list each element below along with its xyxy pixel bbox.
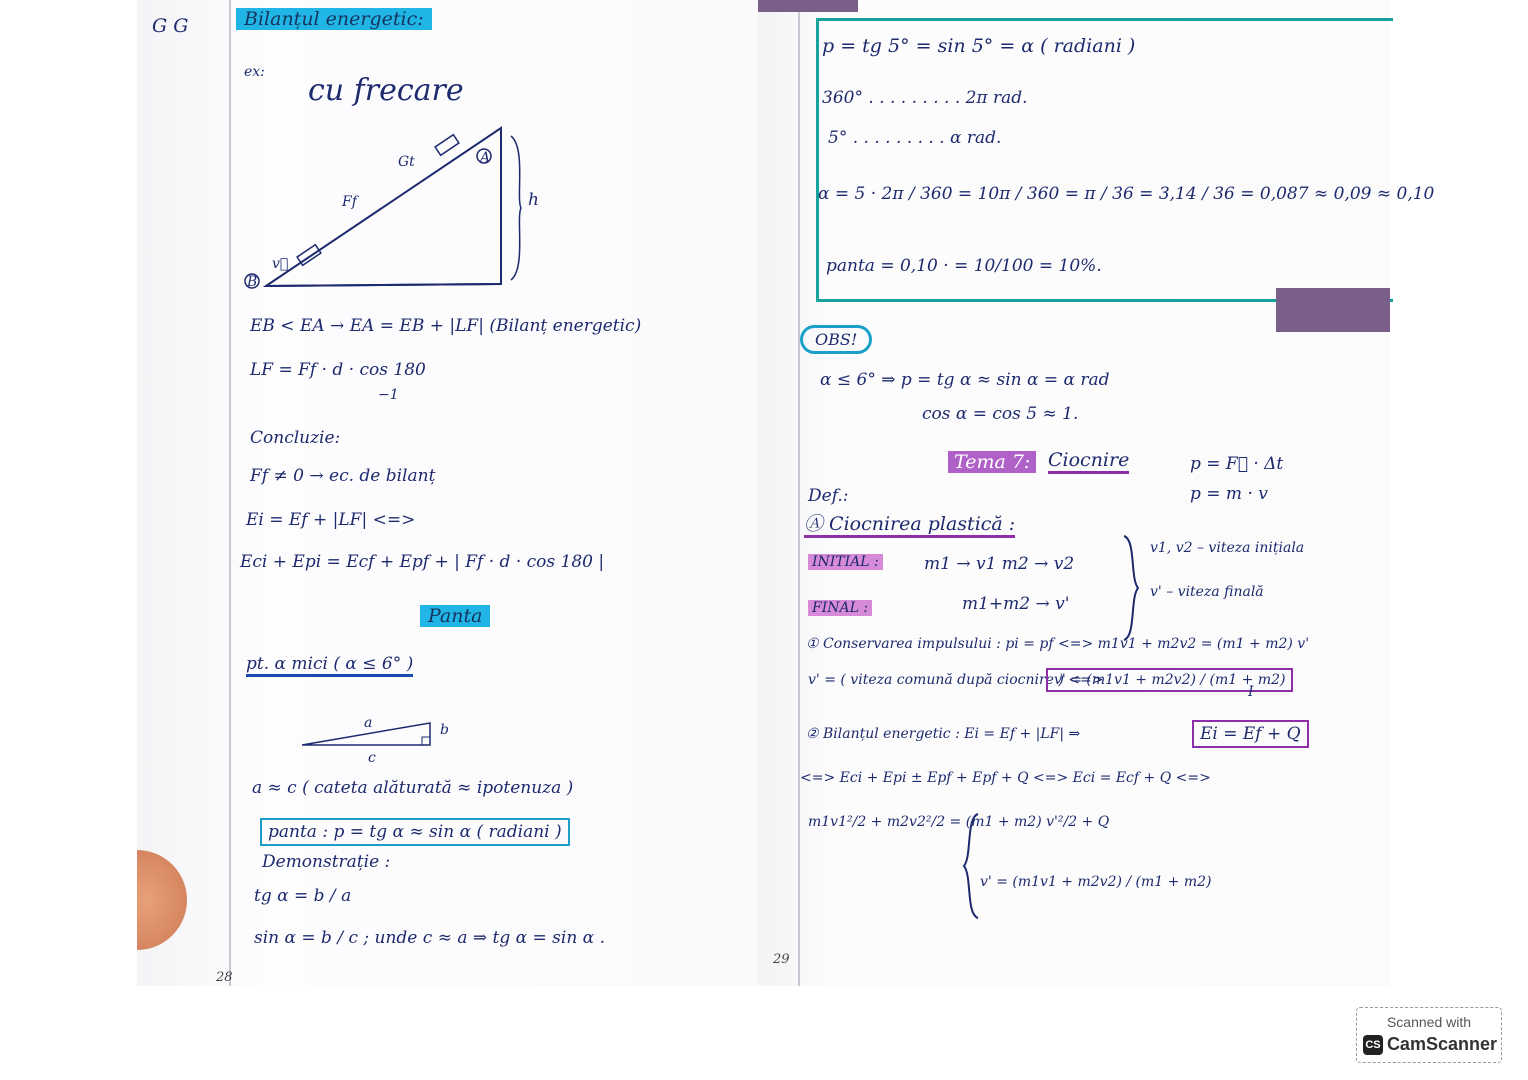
margin-line (229, 0, 231, 986)
energy-box: Ei = Ef + Q (1192, 724, 1309, 744)
with-friction: cu frecare (308, 73, 464, 108)
camscanner-brand-label: CamScanner (1386, 1034, 1497, 1054)
obs-bubble: OBS! (800, 325, 872, 354)
conclusion-line: Ff ≠ 0 → ec. de bilanț (250, 466, 436, 486)
tg-line: tg α = b / a (254, 886, 352, 906)
final-label: FINAL : (808, 598, 872, 618)
momentum-definition: p = F⃗ · Δt (1190, 454, 1284, 474)
point-b-label: B (247, 274, 258, 290)
right-page-number: 29 (773, 952, 790, 967)
incline-diagram (236, 118, 556, 303)
corner-mark: G G (152, 15, 189, 37)
five-degrees-line: 5° . . . . . . . . . α rad. (828, 128, 1002, 148)
margin-line (798, 0, 800, 986)
point-a-label: A (480, 150, 491, 166)
initial-label: INITIAL : (808, 552, 883, 572)
final-state: m1+m2 → v' (962, 594, 1070, 614)
momentum-definition-2: p = m · v (1190, 484, 1268, 504)
energy-section: ② Bilanțul energetic : Ei = Ef + |LF| ⇒ (806, 726, 1081, 742)
panta-percent: panta = 0,10 · = 10/100 = 10%. (826, 256, 1102, 276)
camscanner-brand (1363, 1034, 1497, 1055)
left-page-number: 28 (216, 970, 233, 985)
panta-title: Panta (420, 606, 490, 626)
camscanner-logo-icon: CS (1363, 1035, 1383, 1055)
triangle-side-a: a (364, 715, 373, 731)
obs-line-2: cos α = cos 5 ≈ 1. (922, 404, 1079, 424)
height-label: h (528, 190, 539, 210)
camscanner-badge (1356, 1007, 1502, 1063)
def-label: Def.: (808, 486, 849, 506)
obs-line-1: α ≤ 6° ⇒ p = tg α ≈ sin α = α rad (820, 370, 1110, 390)
alpha-computation: α = 5 · 2π / 360 = 10π / 360 = π / 36 = 3,14 / 36 = 0,087 ≈ 0,09 ≈ 0,10 (818, 184, 1435, 204)
brace-initial-final (1120, 534, 1144, 642)
work-note: −1 (378, 387, 399, 403)
page-edge-shadow (758, 0, 858, 12)
energy-balance-line: EB < EA → EA = EB + |LF| (Bilanț energetic) (250, 316, 642, 336)
panta-formula-box: panta : p = tg α ≈ sin α ( radiani ) (260, 822, 570, 842)
page-heading: Bilanțul energetic: (236, 9, 432, 29)
page-edge-shadow (1276, 288, 1390, 332)
kinetic-energy-line: m1v1²/2 + m2v2²/2 = (m1 + m2) v'²/2 + Q (808, 814, 1110, 830)
triangle-side-c: c (368, 750, 376, 766)
v-prime-formula-box: v' = (m1v1 + m2v2) / (m1 + m2) (1046, 670, 1293, 690)
degrees-line: 360° . . . . . . . . . 2π rad. (822, 88, 1028, 108)
energy-expansion: <=> Eci + Epi ± Epf + Epf + Q <=> Eci = Ecf + Q <=> (800, 770, 1211, 786)
small-angles-line: pt. α mici ( α ≤ 6° ) (246, 654, 413, 674)
gravity-label: Gt (398, 154, 415, 170)
v-prime-repeat: v' = (m1v1 + m2v2) / (m1 + m2) (980, 874, 1212, 890)
triangle-side-b: b (440, 722, 449, 738)
sin-line: sin α = b / c ; unde c ≈ a ⇒ tg α = sin α . (254, 928, 605, 948)
section-a-title: Ⓐ Ciocnirea plastică : (804, 514, 1015, 534)
velocity-final: v' – viteza finală (1150, 584, 1264, 600)
conservation-line: ① Conservarea impulsului : pi = pf <=> m1v1 + m2v2 = (m1 + m2) v' (806, 636, 1310, 652)
initial-masses: m1 → v1 m2 → v2 (924, 554, 1075, 574)
approx-line: a ≈ c ( cateta alăturată ≈ ipotenuza ) (252, 778, 574, 798)
example-label: ex: (244, 64, 265, 80)
v-prime-note: v' = ( viteza comună după ciocnire ) <=> (808, 672, 1104, 688)
friction-label: Ff (342, 194, 357, 210)
velocities-initial: v1, v2 – viteza inițiala (1150, 540, 1305, 556)
ei-line: Ei = Ef + |LF| <=> (246, 510, 416, 530)
scanned-with-label: Scanned with (1386, 1014, 1472, 1030)
tangent-line: p = tg 5° = sin 5° = α ( radiani ) (822, 35, 1136, 57)
velocity-label: v⃗ (272, 256, 289, 272)
demonstration-label: Demonstrație : (262, 852, 391, 872)
conclusion-label: Concluzie: (250, 428, 341, 448)
eci-line: Eci + Epi = Ecf + Epf + | Ff · d · cos 180 | (240, 552, 605, 572)
roman-one: I (1248, 684, 1254, 700)
tema-title: Ciocnire (1048, 450, 1129, 470)
tema-label: Tema 7: (948, 452, 1036, 472)
system-brace (960, 812, 982, 920)
work-formula: LF = Ff · d · cos 180 (250, 360, 426, 380)
